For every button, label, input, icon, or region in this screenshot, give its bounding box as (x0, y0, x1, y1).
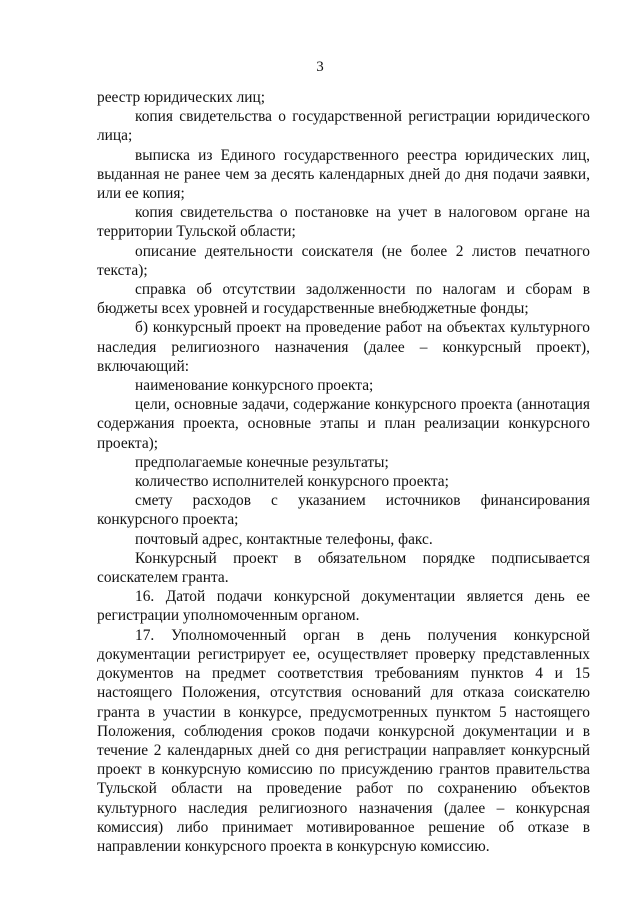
paragraph-register-of-legal-entities: реестр юридических лиц; (97, 89, 265, 106)
paragraph-competition-project: б) конкурсный проект на проведение работ на объектах культурного наследия религиозного назначения (далее – конкурсный проект), включающий: (97, 319, 590, 375)
paragraph-item-16: 16. Датой подачи конкурсной документации является день ее регистрации уполномоченным органом. (97, 588, 590, 625)
paragraph-cost-estimate: смету расходов с указанием источников финансирования конкурсного проекта; (97, 492, 590, 529)
paragraph-contact-info: почтовый адрес, контактные телефоны, факс. (135, 530, 433, 548)
paragraph-registry-extract: выписка из Единого государственного реестра юридических лиц, выданная не ранее чем за десять календарных дней до дня подачи заявки, или ее копия; (97, 146, 590, 203)
paragraph-expected-results: предполагаемые конечные результаты; (135, 453, 389, 471)
paragraph-no-debt-certificate: справка об отсутствии задолженности по налогам и сборам в бюджеты всех уровней и государственные внебюджетные фонды; (97, 281, 590, 318)
paragraph-project-name: наименование конкурсного проекта; (135, 377, 374, 395)
paragraph-tax-certificate: копия свидетельства о постановке на учет в налоговом органе на территории Тульской области; (97, 204, 590, 241)
paragraph-signature-requirement: Конкурсный проект в обязательном порядке подписывается соискателем гранта. (97, 549, 590, 587)
paragraph-item-17: 17. Уполномоченный орган в день получения конкурсной документации регистрирует ее, осуществляет проверку представленных документов на предмет соответствия требованиям пунктов 4 и 15 настоящего Положения, отсутствия оснований для отказа соискателю гранта в участии в конкурсе, предусмотренных пунктом 5 настоящего Положения, соблюдения сроков подачи конкурсной документации и в течение 2 календарных дней со дня регистрации направляет конкурсный проект в конкурсную комиссию по присуждению грантов правительства Тульской области на проведение работ по сохранению объектов культурного наследия религиозного назначения (далее – конкурсная комиссия) либо принимает мотивированное решение об отказе в направлении конкурсного проекта в конкурсную комиссию. (97, 626, 590, 855)
document-body (97, 88, 590, 856)
paragraph-project-goals: цели, основные задачи, содержание конкурсного проекта (аннотация содержания проекта, основные этапы и план реализации конкурсного проекта); (97, 396, 590, 452)
paragraph-activity-description: описание деятельности соискателя (не более 2 листов печатного текста); (97, 242, 590, 279)
paragraph-number-of-executors: количество исполнителей конкурсного проекта; (135, 473, 449, 491)
paragraph-registration-certificate: копия свидетельства о государственной регистрации юридического лица; (97, 108, 590, 145)
page-number: 3 (316, 59, 324, 75)
